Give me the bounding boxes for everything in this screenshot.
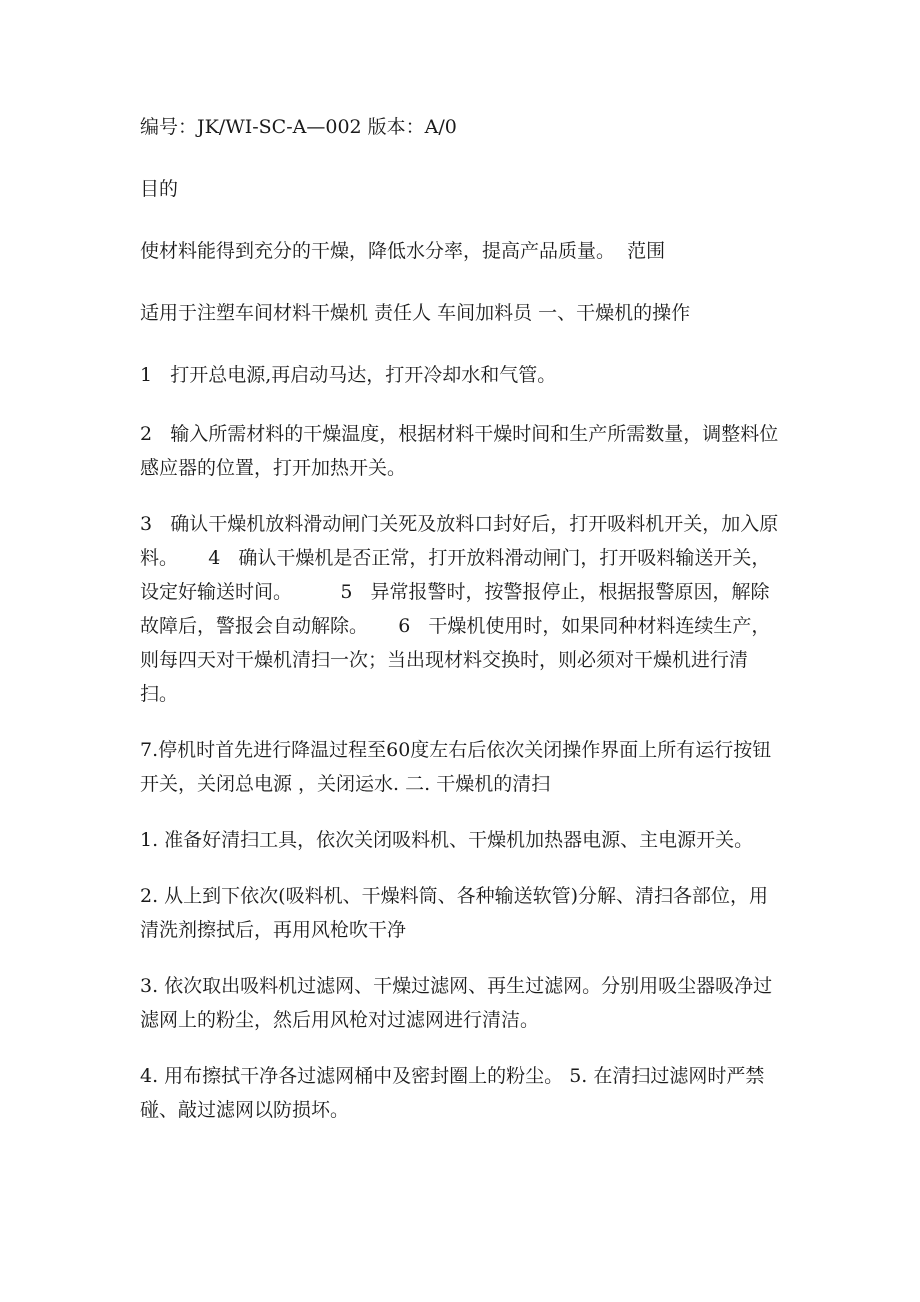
document-code-version: 编号：JK/WI-SC-A—002 版本：A/0: [140, 116, 457, 138]
operation-step-2: 2 输入所需材料的干燥温度，根据材料干燥时间和生产所需数量，调整料位感应器的位置，打开加热开关。: [140, 423, 779, 479]
scope-text: 适用于注塑车间材料干燥机 责任人 车间加料员 一、干燥机的操作: [140, 302, 691, 324]
cleaning-steps-4-5: 4. 用布擦拭干净各过滤网桶中及密封圈上的粉尘。 5. 在清扫过滤网时严禁碰、敲过滤网以防损坏。: [140, 1065, 765, 1121]
operation-steps-3-6: 3 确认干燥机放料滑动闸门关死及放料口封好后，打开吸料机开关，加入原料。 4 确认干燥机是否正常，打开放料滑动闸门，打开吸料输送开关， 设定好输送时间。 5 异常报警时，按警报停止，根据报警原因，解除故障后，警报会自动解除。 6 干燥机使用时，如果同种材料连续生产，则每四天对干燥机清扫一次；当出现材料交换时，则必须对干燥机进行清扫。: [140, 513, 783, 705]
cleaning-step-1: 1. 准备好清扫工具，依次关闭吸料机、干燥机加热器电源、主电源开关。: [140, 829, 754, 851]
purpose-text: 使材料能得到充分的干燥，降低水分率，提高产品质量。 范围: [140, 240, 666, 262]
operation-step-7: 7.停机时首先进行降温过程至60度左右后依次关闭操作界面上所有运行按钮开关，关闭总电源 ，关闭运水. 二. 干燥机的清扫: [140, 739, 772, 795]
cleaning-step-2: 2. 从上到下依次(吸料机、干燥料筒、各种输送软管)分解、清扫各部位，用清洗剂擦拭后，再用风枪吹干净: [140, 885, 768, 941]
cleaning-step-3: 3. 依次取出吸料机过滤网、干燥过滤网、再生过滤网。分别用吸尘器吸净过 滤网上的粉尘，然后用风枪对过滤网进行清洁。: [140, 975, 779, 1031]
document-body: [140, 107, 782, 1149]
section-purpose-heading: 目的: [140, 178, 179, 200]
operation-step-1: 1 打开总电源,再启动马达，打开冷却水和气管。: [140, 364, 557, 386]
